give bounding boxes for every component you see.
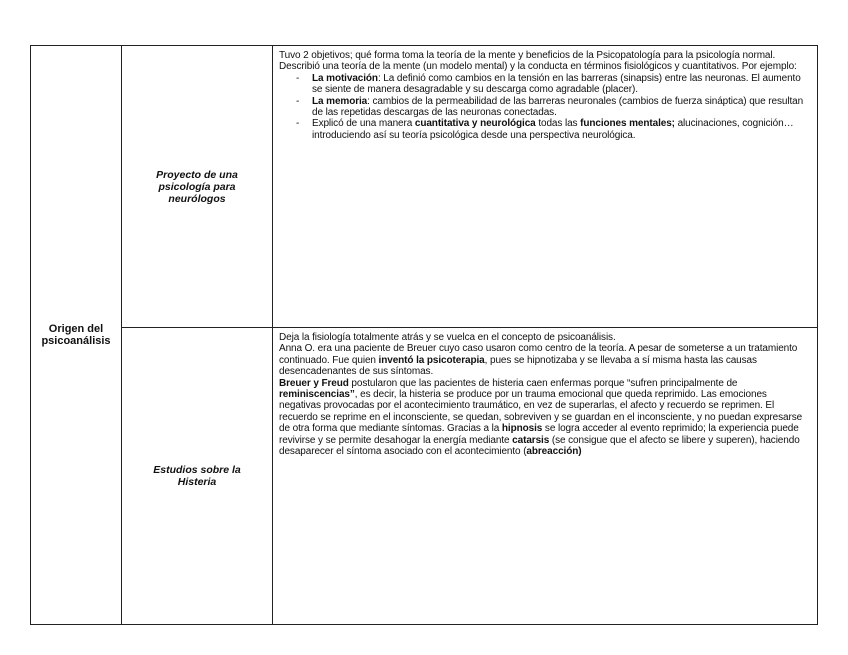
main-topic-label: Origen del psicoanálisis [41,323,111,347]
content-text [273,46,817,141]
main-topic-cell [31,46,122,625]
subtopic-label: Estudios sobre la Histeria [153,464,241,488]
content-cell [273,46,818,328]
paragraph: Breuer y Freud postularon que las pacientes de histeria caen enfermas porque “sufren principalmente de reminiscencias”, es decir, la histeria se produce por un trauma emocional que queda reprimido. Las emociones negativas provocadas por el acontecimiento traumático, en vez de superarlas, el afecto y recuerdo se reprimen. El recuerdo se reprime en el inconsciente, se quedan, sobreviven y se guardan en el inconsciente, y no puedan expresarse de otra forma que mediante síntomas. Gracias a la hipnosis se logra acceder al evento reprimido; la experiencia puede revivirse y se permite desahogar la energía mediante catarsis (se consigue que el afecto se libere y superen), haciendo desaparecer el síntoma asociado con el acontecimiento (abreacción) [279,377,803,458]
subtopic-label: Proyecto de una psicología para neurólogos [156,168,238,205]
content-cell [273,328,818,625]
paragraph: Describió una teoría de la mente (un modelo mental) y la conducta en términos fisiológicos y cuantitativos. Por ejemplo: [279,61,797,73]
paragraph: Deja la fisiología totalmente atrás y se vuelca en el concepto de psicoanálisis. [279,332,616,343]
table-row [31,46,818,328]
bullet-list [279,73,811,141]
content-text [273,328,817,457]
list-item: - La motivación: La definió como cambios en la tensión en las barreras (sinapsis) entre las neuronas. El aumento se siente de manera desagradable y su descarga como agradable (placer). [312,73,811,96]
table-row [31,328,818,625]
list-item: - La memoria: cambios de la permeabilidad de las barreras neuronales (cambios de fuerza sináptica) que resultan de las repetidas descargas de las neuronas conectadas. [312,96,811,119]
notes-table [30,45,818,625]
paragraph: Anna O. era una paciente de Breuer cuyo caso usaron como centro de la teoría. A pesar de someterse a un tratamiento continuado. Fue quien inventó la psicoterapia, pues se hipnotizaba y se llevaba a sí misma hasta las causas desencadenantes de sus síntomas. [279,343,798,378]
paragraph: Tuvo 2 objetivos; qué forma toma la teoría de la mente y beneficios de la Psicopatología para la psicología normal. [279,50,776,61]
list-item: - Explicó de una manera cuantitativa y neurológica todas las funciones mentales; alucinaciones, cognición… introduciendo así su teoría psicológica desde una perspectiva neurológica. [312,118,811,141]
subtopic-cell [122,328,273,625]
subtopic-cell [122,46,273,328]
